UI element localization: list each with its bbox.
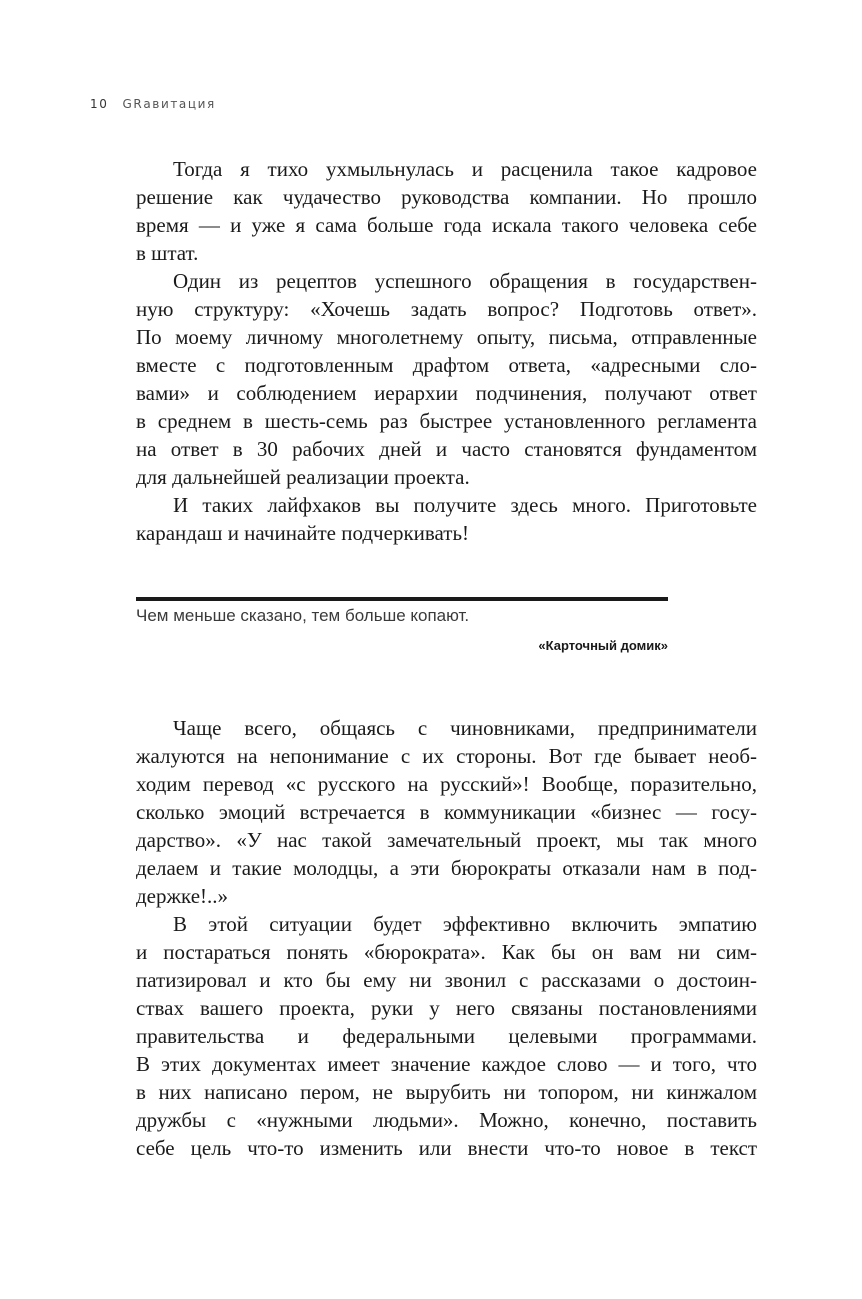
text-line: В этой ситуации будет эффективно включить эмпатию <box>173 912 757 936</box>
text-line: на ответ в 30 рабочих дней и часто становятся фундаментом <box>136 437 757 461</box>
text-line: дружбы с «нужными людьми». Можно, конечно, поставить <box>136 1108 757 1132</box>
text-line: патизировал и кто бы ему ни звонил с рассказами о достоин- <box>136 968 757 992</box>
book-title: GRавитация <box>122 97 216 111</box>
text-line: И таких лайфхаков вы получите здесь много. Приготовьте <box>173 493 757 517</box>
epigraph-divider <box>136 597 668 601</box>
text-line: в штат. <box>136 241 199 265</box>
text-line: ную структуру: «Хочешь задать вопрос? Подготовь ответ». <box>136 297 757 321</box>
text-line: держке!..» <box>136 884 229 908</box>
text-block-main <box>136 714 757 1162</box>
text-line: Тогда я тихо ухмыльнулась и расценила такое кадровое <box>173 157 757 181</box>
text-line: Один из рецептов успешного обращения в государствен- <box>173 269 757 293</box>
running-head <box>90 97 216 111</box>
text-line: ходим перевод «с русского на русский»! Вообще, поразительно, <box>136 772 757 796</box>
text-line: вами» и соблюдением иерархии подчинения, получают ответ <box>136 381 757 405</box>
text-line: в среднем в шесть-семь раз быстрее установленного регламента <box>136 409 757 433</box>
text-line: решение как чудачество руководства компании. Но прошло <box>136 185 757 209</box>
text-line: ствах вашего проекта, руки у него связаны постановлениями <box>136 996 757 1020</box>
epigraph-source: «Карточный домик» <box>538 638 668 653</box>
text-line: Чаще всего, общаясь с чиновниками, предприниматели <box>173 716 757 740</box>
text-line: вместе с подготовленным драфтом ответа, «адресными сло- <box>136 353 757 377</box>
epigraph-quote: Чем меньше сказано, тем больше копают. <box>136 606 470 625</box>
text-line: правительства и федеральными целевыми программами. <box>136 1024 757 1048</box>
text-line: По моему личному многолетнему опыту, письма, отправленные <box>136 325 757 349</box>
text-line: жалуются на непонимание с их стороны. Вот где бывает необ- <box>136 744 757 768</box>
page-number: 10 <box>90 97 109 111</box>
text-line: для дальнейшей реализации проекта. <box>136 465 470 489</box>
text-line: время — и уже я сама больше года искала такого человека себе <box>136 213 757 237</box>
text-line: В этих документах имеет значение каждое слово — и того, что <box>136 1052 757 1076</box>
text-line: в них написано пером, не вырубить ни топором, ни кинжалом <box>136 1080 757 1104</box>
text-line: карандаш и начинайте подчеркивать! <box>136 521 470 545</box>
text-line: делаем и такие молодцы, а эти бюрократы отказали нам в под- <box>136 856 757 880</box>
text-line: дарство». «У нас такой замечательный проект, мы так много <box>136 828 757 852</box>
text-line: себе цель что-то изменить или внести что-то новое в текст <box>136 1136 757 1160</box>
text-block-intro <box>136 155 757 547</box>
text-line: и постараться понять «бюрократа». Как бы он вам ни сим- <box>136 940 757 964</box>
text-line: сколько эмоций встречается в коммуникации «бизнес — госу- <box>136 800 757 824</box>
